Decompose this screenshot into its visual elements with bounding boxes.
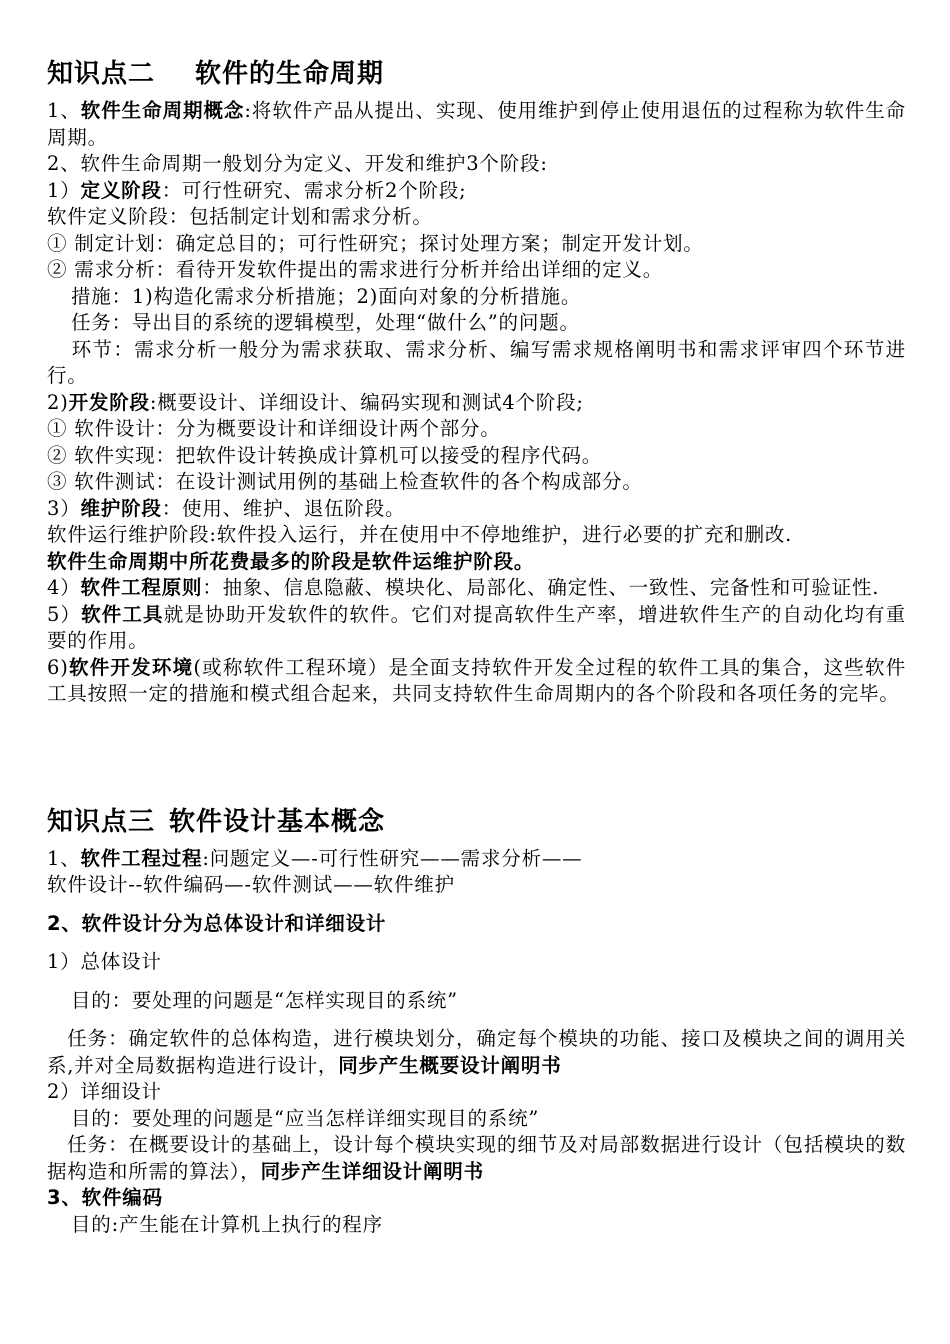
paragraph: 软件定义阶段：包括制定计划和需求分析。 — [47, 205, 433, 228]
paragraph — [47, 846, 906, 873]
paragraph-text: (或称软件工程环境）是全面支持软件开发全过程的软件工具的集合，这些软件工具按照一定的措施和模式组合起来，共同支持软件生命周期内的各个阶段和各项任务的完毕。 — [47, 655, 906, 705]
paragraph — [47, 655, 906, 708]
bold-term: 开发阶段 — [68, 390, 150, 414]
section-software-design — [47, 802, 906, 1239]
list-item: ② 需求分析：看待开发软件提出的需求进行分析并给出详细的定义。 — [47, 258, 663, 281]
paragraph-text: 就是协助开发软件的软件。它们对提高软件生产率，增进软件生产的自动化均有重要的作用。 — [47, 602, 906, 652]
bold-term: 软件工具 — [81, 602, 164, 626]
item-number: 4） — [47, 576, 81, 599]
item-number: 6) — [47, 655, 69, 679]
paragraph: 措施：1)构造化需求分析措施；2)面向对象的分析措施。 — [71, 284, 582, 308]
item-number: 1） — [47, 178, 81, 202]
paragraph — [47, 1132, 906, 1185]
bold-statement: 软件生命周期中所花费最多的阶段是软件运维护阶段。 — [47, 549, 535, 573]
list-item: ② 软件实现：把软件设计转换成计算机可以接受的程序代码。 — [47, 443, 603, 467]
paragraph-text: 环节：需求分析一般分为需求获取、需求分析、编写需求规格阐明书和需求评审四个环节进行。 — [47, 337, 906, 387]
section-lifecycle — [47, 54, 906, 708]
paragraph — [47, 911, 906, 938]
bold-term: 软件工程过程 — [80, 846, 203, 870]
bold-term: 软件生命周期概念 — [80, 99, 245, 122]
section-title — [47, 802, 906, 842]
bold-heading: 2、软件设计分为总体设计和详细设计 — [47, 911, 387, 935]
paragraph — [47, 549, 906, 576]
title-label: 知识点三 — [47, 806, 156, 837]
paragraph — [47, 178, 906, 205]
paragraph — [47, 337, 906, 390]
paragraph — [47, 575, 906, 602]
title-label: 知识点二 — [47, 59, 156, 89]
paragraph-text: 任务：在概要设计的基础上，设计每个模块实现的细节及对局部数据进行设计（包括模块的数据构造和所需的算法）， — [47, 1133, 906, 1183]
paragraph-text: ：使用、维护、退伍阶段。 — [161, 496, 406, 520]
bold-term: 定义阶段 — [80, 178, 162, 202]
paragraph — [47, 496, 906, 523]
bold-term: 同步产生概要设计阐明书 — [338, 1053, 562, 1077]
paragraph: 1）总体设计 — [47, 950, 162, 973]
paragraph: 目的：要处理的问题是“怎样实现目的系统” — [71, 988, 458, 1012]
item-number: 2) — [47, 390, 69, 414]
section-title — [47, 54, 906, 94]
paragraph: 目的:产生能在计算机上执行的程序 — [71, 1212, 383, 1236]
paragraph-text: ：可行性研究、需求分析2个阶段; — [161, 178, 467, 202]
bold-term: 维护阶段 — [80, 496, 162, 520]
list-item: ③ 软件测试：在设计测试用例的基础上检查软件的各个构成部分。 — [47, 470, 643, 493]
paragraph-text: ：抽象、信息隐蔽、模块化、局部化、确定性、一致性、完备性和可验证性. — [202, 576, 880, 599]
paragraph: 目的：要处理的问题是“应当怎样详细实现目的系统” — [71, 1106, 540, 1130]
paragraph-text: :将软件产品从提出、实现、使用维护到停止使用退伍的过程称为软件生命周期。 — [47, 99, 906, 149]
paragraph — [47, 98, 906, 151]
paragraph-text: :问题定义—-可行性研究——需求分析—— — [202, 846, 583, 870]
paragraph — [47, 390, 906, 417]
paragraph: 2）详细设计 — [47, 1080, 162, 1103]
paragraph-text: :概要设计、详细设计、编码实现和测试4个阶段; — [149, 390, 584, 414]
bold-heading: 3、软件编码 — [47, 1186, 163, 1209]
paragraph — [47, 602, 906, 655]
title-text: 软件的生命周期 — [195, 59, 385, 89]
item-number: 1、 — [47, 846, 81, 870]
paragraph-text: 任务：确定软件的总体构造，进行模块划分，确定每个模块的功能、接口及模块之间的调用关系,并对全局数据构造进行设计， — [47, 1027, 906, 1077]
item-number: 3） — [47, 496, 81, 520]
paragraph — [47, 1026, 906, 1079]
item-number: 1、 — [47, 99, 81, 122]
paragraph: 2、软件生命周期一般划分为定义、开发和维护3个阶段: — [47, 152, 548, 175]
list-item: ① 制定计划：确定总目的；可行性研究；探讨处理方案；制定开发计划。 — [47, 231, 704, 255]
bold-term: 软件工程原则 — [80, 576, 203, 599]
bold-term: 软件开发环境 — [68, 655, 194, 679]
paragraph: 软件运行维护阶段:软件投入运行，并在使用中不停地维护，进行必要的扩充和删改. — [47, 523, 793, 546]
paragraph — [47, 1185, 906, 1212]
bold-term: 同步产生详细设计阐明书 — [260, 1159, 484, 1183]
title-text: 软件设计基本概念 — [169, 806, 386, 837]
list-item: ① 软件设计：分为概要设计和详细设计两个部分。 — [47, 417, 501, 440]
item-number: 5） — [47, 602, 82, 626]
paragraph: 软件设计--软件编码—-软件测试——软件维护 — [47, 873, 455, 896]
paragraph: 任务：导出目的系统的逻辑模型，处理“做什么”的问题。 — [71, 311, 580, 334]
